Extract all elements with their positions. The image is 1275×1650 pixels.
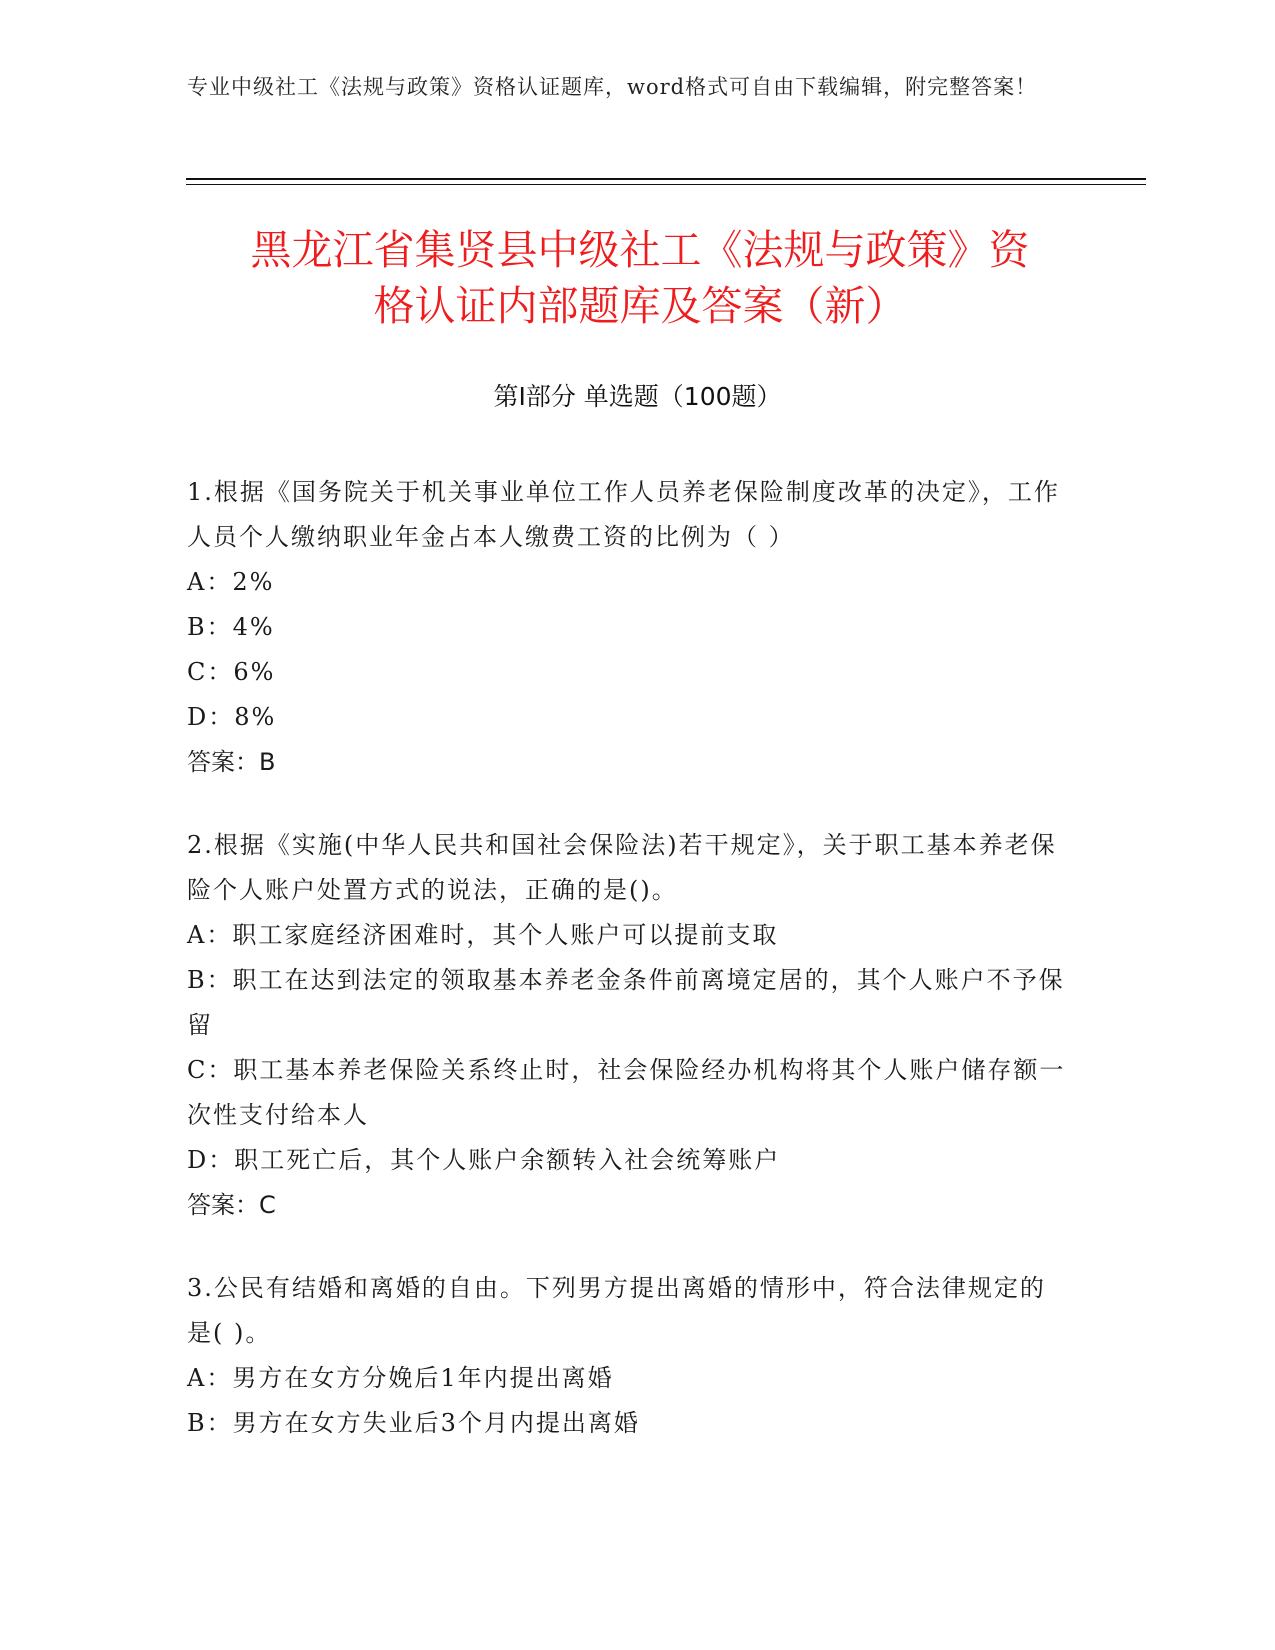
document-title-line-2: 格认证内部题库及答案（新） [373,282,907,330]
option-b: B：男方在女方失业后3个月内提出离婚 [187,1409,640,1437]
option-a: A：2% [187,568,275,596]
question-stem: 1.根据《国务院关于机关事业单位工作人员养老保险制度改革的决定》，工作人员个人缴纳职业年金占本人缴费工资的比例为（ ） [187,478,1060,551]
document-title [190,222,1090,334]
question-3 [187,1266,1067,1446]
header-note: 专业中级社工《法规与政策》资格认证题库，word格式可自由下载编辑，附完整答案！ [187,75,1038,99]
option-d: D：8% [187,703,277,731]
option-b: B：4% [187,613,275,641]
section-title: 第I部分 单选题（100题） [493,382,782,411]
option-d: D：职工死亡后，其个人账户余额转入社会统筹账户 [187,1146,781,1174]
document-title-line-1: 黑龙江省集贤县中级社工《法规与政策》资 [250,226,1030,274]
header-divider-thin [186,184,1146,185]
option-a: A：职工家庭经济困难时，其个人账户可以提前支取 [187,921,779,949]
question-list [187,470,1067,1484]
option-c: C：职工基本养老保险关系终止时，社会保险经办机构将其个人账户储存额一次性支付给本人 [187,1056,1066,1129]
header-divider [186,178,1146,180]
question-1 [187,470,1067,785]
question-2 [187,823,1067,1228]
option-b: B：职工在达到法定的领取基本养老金条件前离境定居的，其个人账户不予保留 [187,966,1065,1039]
option-a: A：男方在女方分娩后1年内提出离婚 [187,1364,614,1392]
option-c: C：6% [187,658,276,686]
question-stem: 3.公民有结婚和离婚的自由。下列男方提出离婚的情形中，符合法律规定的是( )。 [187,1274,1046,1347]
answer: 答案：B [187,748,276,776]
answer: 答案：C [187,1191,276,1219]
question-stem: 2.根据《实施(中华人民共和国社会保险法)若干规定》，关于职工基本养老保险个人账户处置方式的说法，正确的是()。 [187,831,1057,904]
